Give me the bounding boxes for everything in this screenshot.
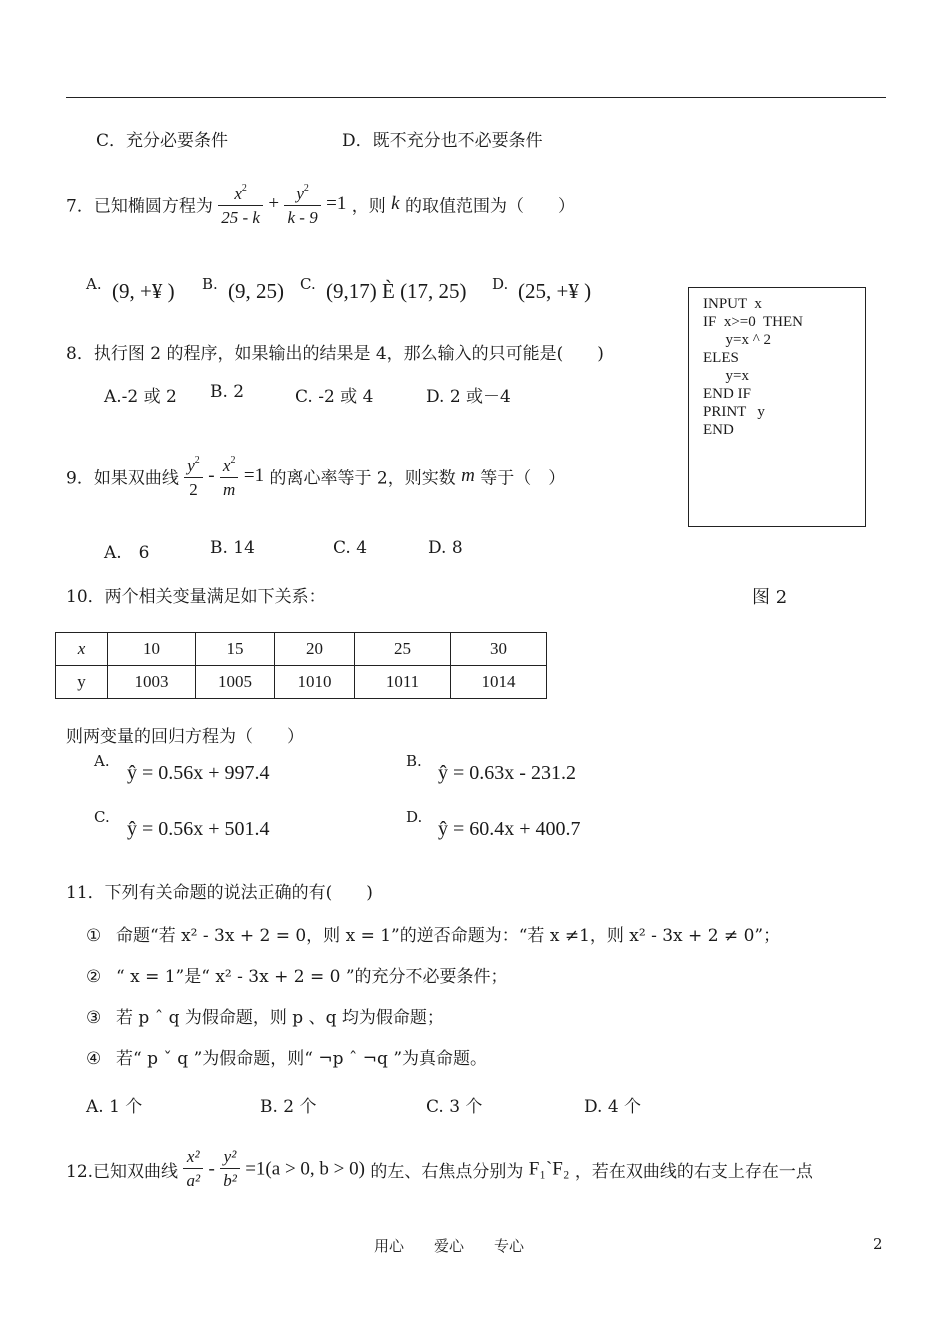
q12-fraction-1 <box>183 1146 203 1193</box>
table-header-x: x <box>56 633 108 666</box>
figure-caption: 图 2 <box>752 587 788 608</box>
q12-fraction-2 <box>220 1146 240 1193</box>
q10-option-b-label: B. <box>406 752 422 770</box>
q9-eq: =1 <box>243 465 265 486</box>
q11-option-c: C. 3 个 <box>426 1097 483 1117</box>
q11-stem: 11．下列有关命题的说法正确的有( ) <box>66 883 373 903</box>
q7-option-d: (25, +¥ ) <box>518 279 592 303</box>
q9-option-a: A. 6 <box>104 543 150 563</box>
q7-f1-num: x <box>234 184 242 203</box>
q7-option-b-label: B. <box>202 275 218 293</box>
program-line: END <box>703 422 734 438</box>
q12-f2-num: y² <box>220 1146 240 1169</box>
table-header-y: y <box>56 666 108 699</box>
q12-suffix: ，若在双曲线的右支上存在一点 <box>574 1162 813 1182</box>
q8-stem: 8．执行图 2 的程序，如果输出的结果是 4，那么输入的只可能是( ) <box>66 344 604 364</box>
q12-f2-den: b² <box>223 1171 237 1190</box>
q9-option-d: D. 8 <box>428 538 463 558</box>
q9-option-c: C. 4 <box>333 538 368 558</box>
q11-option-b: B. 2 个 <box>260 1097 317 1117</box>
q10-option-a: ŷ = 0.56x + 997.4 <box>127 762 270 784</box>
q6-option-d: D．既不充分也不必要条件 <box>342 131 543 151</box>
table-cell: 1003 <box>108 666 196 699</box>
program-line: IF x>=0 THEN <box>703 314 803 330</box>
table-cell: 1005 <box>196 666 275 699</box>
q9-mid: 的离心率等于 2，则实数 <box>269 468 456 489</box>
q9-stem: 9．如果双曲线 $\frac{y^2}{2}$ - $\frac{x^2}{m}$ =1 的离心率等于 2，则实数 m 等于（ ） <box>66 450 565 502</box>
q6-option-c: C．充分必要条件 <box>96 131 229 151</box>
table-cell: 20 <box>275 633 355 666</box>
program-line: END IF <box>703 386 751 402</box>
q7-option-a: (9, +¥ ) <box>112 279 175 303</box>
header-rule <box>66 97 886 98</box>
q7-f1-den: 25 - k <box>221 208 260 227</box>
page-number: 2 <box>873 1235 883 1253</box>
q11-item-num: ① <box>86 926 102 946</box>
q9-f2-den: m <box>223 480 236 499</box>
q7-fraction-1: $\frac{x^2}{25 - k}$ <box>218 178 263 230</box>
q10-option-c-label: C. <box>94 808 110 826</box>
q8-option-d: D. 2 或－4 <box>426 387 511 407</box>
table-cell: 10 <box>108 633 196 666</box>
q11-item-text: 若“ p ˇ q ”为假命题，则“ ¬p ˆ ¬q ”为真命题。 <box>116 1049 488 1069</box>
program-line: y=x ^ 2 <box>703 332 771 348</box>
q9-var: m <box>461 465 475 486</box>
q12-stem: 12.已知双曲线 $\frac{\text{x²}}{\text{a²}}$ - $\frac{\text{y²}}{\text{b²}}$ =1(a > 0, b > 0) 的左、右焦点分别为 F₁ˋF₂ ，若在双曲线的右支上存在一点 <box>66 1146 813 1193</box>
q12-cond: =1(a > 0, b > 0) <box>245 1158 365 1180</box>
q7-f2-den: k - 9 <box>287 208 318 227</box>
table-cell: 1010 <box>275 666 355 699</box>
q9-prefix: 9．如果双曲线 <box>66 468 179 489</box>
q7-stem: 7．已知椭圆方程为 $\frac{x^2}{25 - k}$ + $\frac{y^2}{k - 9}$ =1 ，则 k 的取值范围为（ ） <box>66 178 575 230</box>
program-line: ELES <box>703 350 739 366</box>
table-cell: 1014 <box>451 666 547 699</box>
q9-f1-den: 2 <box>189 480 198 499</box>
q12-mid: 的左、右焦点分别为 <box>370 1162 524 1182</box>
q11-item-2 <box>86 962 508 987</box>
q7-option-a-label: A. <box>86 275 102 293</box>
q11-item-num: ② <box>86 967 102 987</box>
q10-option-b: ŷ = 0.63x - 231.2 <box>438 762 576 784</box>
q7-fraction-2: $\frac{y^2}{k - 9}$ <box>284 178 320 230</box>
table-row <box>56 633 547 666</box>
q12-foci: F₁ˋF₂ <box>528 1158 570 1180</box>
q7-option-c-label: C. <box>300 275 316 293</box>
q10-option-d: ŷ = 60.4x + 400.7 <box>438 818 581 840</box>
q11-item-num: ④ <box>86 1049 102 1069</box>
q11-item-3 <box>86 1003 444 1028</box>
q10-question: 则两变量的回归方程为（ ） <box>66 727 304 747</box>
program-line: PRINT y <box>703 404 765 420</box>
q9-f2-num: x <box>222 456 231 475</box>
q7-var: k <box>391 193 400 214</box>
table-cell: 30 <box>451 633 547 666</box>
q8-option-c: C. -2 或 4 <box>295 387 374 407</box>
q12-f1-den: a² <box>186 1171 201 1190</box>
table-cell: 25 <box>355 633 451 666</box>
table-cell: 1011 <box>355 666 451 699</box>
q7-eq: =1 <box>326 193 347 214</box>
q11-item-1 <box>86 921 780 946</box>
q7-suffix: 的取值范围为（ ） <box>404 196 575 217</box>
program-line: y=x <box>703 368 749 384</box>
q8-option-b: B. 2 <box>210 382 245 402</box>
q9-fraction-2: $\frac{x^2}{m}$ <box>220 450 239 502</box>
q11-item-text: 命题“若 x² - 3x + 2 = 0，则 x = 1”的逆否命题为：“若 x ≠1，则 x² - 3x + 2 ≠ 0”； <box>116 926 781 946</box>
q11-item-num: ③ <box>86 1008 102 1028</box>
q10-option-d-label: D. <box>406 808 423 826</box>
table-cell: 15 <box>196 633 275 666</box>
q10-option-a-label: A. <box>94 752 110 770</box>
program-box <box>688 287 866 527</box>
q10-option-c: ŷ = 0.56x + 501.4 <box>127 818 270 840</box>
q7-prefix: 7．已知椭圆方程为 <box>66 196 213 217</box>
q12-f1-num: x² <box>183 1146 203 1169</box>
q11-item-4 <box>86 1044 487 1069</box>
q7-f2-num: y <box>296 184 304 203</box>
table-row <box>56 666 547 699</box>
q11-option-a: A. 1 个 <box>86 1097 143 1117</box>
q12-prefix: 12.已知双曲线 <box>66 1162 179 1182</box>
q9-suffix: 等于（ ） <box>480 468 566 489</box>
q7-mid: ，则 <box>351 196 386 217</box>
q9-fraction-1: $\frac{y^2}{2}$ <box>184 450 203 502</box>
q7-option-b: (9, 25) <box>228 279 284 303</box>
q11-option-d: D. 4 个 <box>584 1097 642 1117</box>
data-table <box>55 632 547 699</box>
q8-option-a: A.-2 或 2 <box>104 387 177 407</box>
q11-item-text: “ x = 1”是“ x² - 3x + 2 = 0 ”的充分不必要条件； <box>116 967 508 987</box>
q11-item-text: 若 p ˆ q 为假命题，则 p 、q 均为假命题； <box>116 1008 444 1028</box>
q7-option-c: (9,17) È (17, 25) <box>326 279 467 303</box>
q9-option-b: B. 14 <box>210 538 255 558</box>
q10-stem: 10．两个相关变量满足如下关系： <box>66 587 326 607</box>
program-line: INPUT x <box>703 296 762 312</box>
q7-option-d-label: D. <box>492 275 509 293</box>
footer-motto: 用心 爱心 专心 <box>374 1237 525 1255</box>
q9-f1-num: y <box>187 456 195 475</box>
